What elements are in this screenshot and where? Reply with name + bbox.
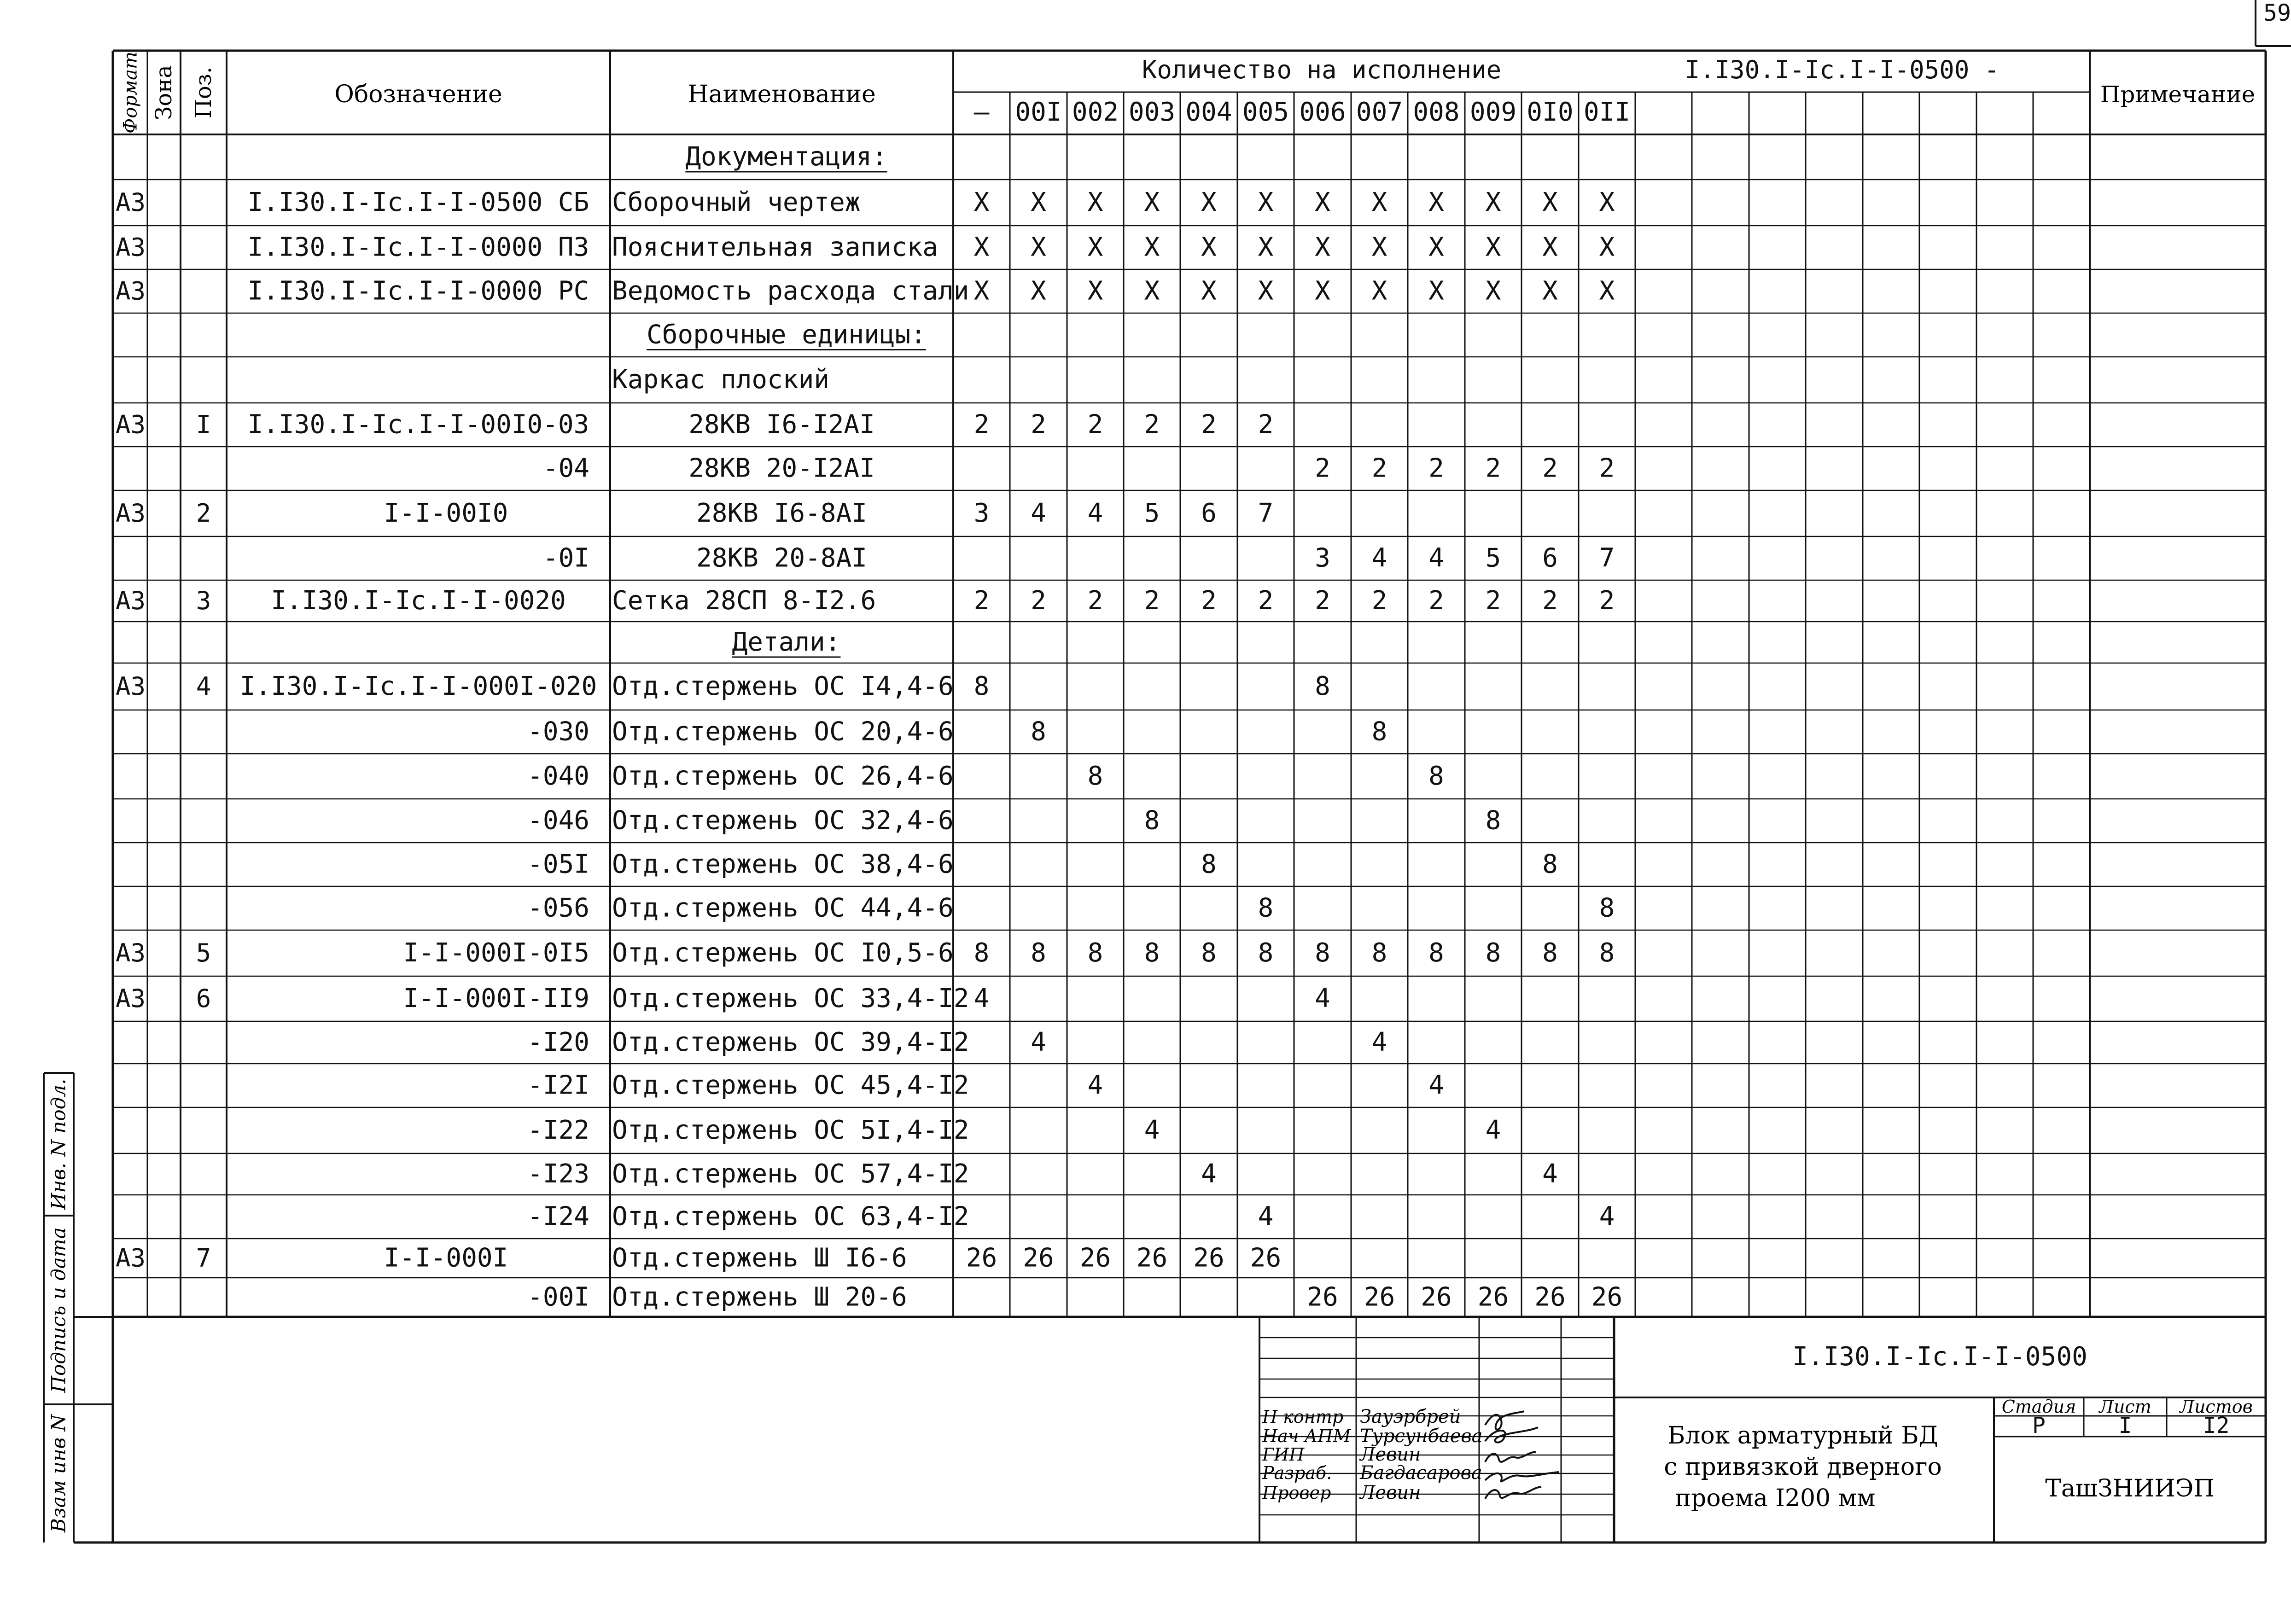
quantity-cell: 6 (1201, 498, 1217, 528)
quantity-cell: 2 (1031, 586, 1046, 616)
quantity-cell: X (1428, 276, 1444, 306)
format-cell: А3 (116, 233, 146, 262)
quantity-cell: 26 (1591, 1282, 1623, 1312)
variant-header: 002 (1072, 97, 1119, 127)
quantity-cell: X (1542, 187, 1558, 217)
name-cell: 28КВ 20-I2АI (688, 453, 875, 483)
signer-name: Левин (1360, 1444, 1421, 1465)
variant-header: 0II (1583, 97, 1631, 127)
designation-cell: I.I30.I-Iс.I-I-0500 СБ (247, 187, 589, 217)
name-cell: Отд.стержень ОС 26,4-6 (612, 761, 954, 791)
designation-cell: -I22 (527, 1115, 589, 1145)
variant-header: 004 (1185, 97, 1232, 127)
quantity-cell: 8 (1428, 938, 1444, 968)
name-cell: Сборочный чертеж (612, 187, 861, 217)
quantity-cell: 8 (1258, 893, 1274, 923)
quantity-cell: 26 (1079, 1243, 1111, 1273)
quantity-cell: X (1542, 276, 1558, 306)
sheet-label: Лист (2099, 1397, 2151, 1417)
quantity-cell: 4 (1542, 1159, 1558, 1189)
quantity-cell: 8 (1031, 716, 1046, 747)
quantity-cell: 8 (1371, 938, 1387, 968)
variant-header: 006 (1299, 97, 1346, 127)
section-heading: Детали: (732, 627, 841, 657)
quantity-cell: 8 (1542, 849, 1558, 879)
quantity-cell: X (1201, 187, 1217, 217)
sheet-value: I (2118, 1413, 2132, 1438)
format-cell: А3 (116, 586, 146, 615)
quantity-cell: X (1485, 187, 1501, 217)
name-cell: Отд.стержень ОС 33,4-I2 (612, 984, 969, 1013)
quantity-cell: 2 (1315, 586, 1330, 616)
quantity-cell: 26 (1534, 1282, 1566, 1312)
name-header: Наименование (688, 81, 876, 108)
designation-cell: -05I (527, 849, 589, 879)
quantity-cell: 2 (1201, 409, 1217, 440)
quantity-cell: X (1599, 187, 1615, 217)
quantity-cell: 2 (1542, 453, 1558, 483)
quantity-cell: 8 (1087, 761, 1103, 791)
designation-cell: -I2I (527, 1070, 589, 1100)
page-number: 59 (2263, 0, 2291, 26)
quantity-cell: 8 (974, 671, 990, 701)
quantity-cell: 2 (1144, 586, 1160, 616)
quantity-cell: X (1144, 276, 1160, 306)
stage-value: Р (2032, 1413, 2046, 1438)
stage-label: Стадия (2001, 1397, 2076, 1417)
quantity-cell: 8 (1315, 938, 1330, 968)
quantity-cell: 2 (1315, 453, 1330, 483)
quantity-cell: 8 (1599, 938, 1615, 968)
name-cell: Пояснительная записка (612, 232, 939, 262)
quantity-doc-code: I.I30.I-Iс.I-I-0500 - (1685, 55, 2000, 84)
format-cell: А3 (116, 672, 146, 701)
quantity-cell: 2 (1258, 409, 1274, 440)
quantity-cell: X (1315, 187, 1330, 217)
quantity-cell: 4 (1031, 1027, 1046, 1057)
designation-cell: I-I-000I-0I5 (403, 938, 589, 968)
quantity-cell: 2 (1087, 586, 1103, 616)
section-heading: Сборочные единицы: (647, 320, 926, 350)
quantity-cell: 26 (1421, 1282, 1452, 1312)
quantity-cell: 2 (1144, 409, 1160, 440)
quantity-cell: 8 (1144, 805, 1160, 836)
designation-cell: -030 (527, 716, 589, 747)
designation-cell: I-I-000I-II9 (403, 984, 589, 1013)
quantity-cell: 2 (1428, 453, 1444, 483)
quantity-cell: 5 (1144, 498, 1160, 528)
quantity-cell: X (1258, 232, 1274, 262)
quantity-cell: 4 (974, 984, 990, 1013)
quantity-header: Количество на исполнение (1142, 55, 1502, 84)
role-label: Провер (1262, 1483, 1331, 1503)
pos-header: Поз. (191, 66, 216, 119)
designation-cell: I.I30.I-Iс.I-I-0000 ПЗ (247, 232, 589, 262)
quantity-cell: 4 (1087, 1070, 1103, 1100)
designation-cell: -00I (527, 1282, 589, 1312)
quantity-cell: 2 (1087, 409, 1103, 440)
quantity-cell: X (974, 187, 990, 217)
variant-header: 005 (1242, 97, 1289, 127)
side-label-replace: Инв. N подл. (47, 1078, 70, 1210)
quantity-cell: X (1201, 232, 1217, 262)
quantity-cell: 4 (1258, 1201, 1274, 1232)
role-label: ГИП (1262, 1444, 1305, 1465)
sheets-value: I2 (2203, 1413, 2230, 1438)
role-label: Разраб. (1262, 1463, 1332, 1483)
quantity-cell: 3 (1315, 543, 1330, 573)
name-cell: Отд.стержень ОС 44,4-6 (612, 893, 954, 923)
name-cell: Отд.стержень ОС 32,4-6 (612, 805, 954, 836)
sheets-label: Листов (2180, 1397, 2253, 1417)
format-cell: А3 (116, 938, 146, 967)
position-cell: 2 (196, 499, 211, 528)
designation-cell: I-I-00I0 (384, 498, 508, 528)
variant-header: 009 (1469, 97, 1517, 127)
quantity-cell: 8 (1201, 849, 1217, 879)
format-cell: А3 (116, 188, 146, 217)
quantity-cell: X (1485, 232, 1501, 262)
quantity-cell: X (1599, 232, 1615, 262)
note-header: Примечание (2100, 81, 2256, 108)
designation-cell: -040 (527, 761, 589, 791)
designation-cell: -I20 (527, 1027, 589, 1057)
quantity-cell: 8 (1485, 805, 1501, 836)
designation-cell: -04 (542, 453, 589, 483)
quantity-cell: 8 (1428, 761, 1444, 791)
format-cell: А3 (116, 410, 146, 439)
name-cell: Отд.стержень ОС 38,4-6 (612, 849, 954, 879)
signer-name: Турсунбаева (1360, 1426, 1483, 1447)
quantity-cell: 4 (1599, 1201, 1615, 1232)
quantity-cell: X (1315, 276, 1330, 306)
position-cell: 7 (196, 1243, 211, 1273)
name-cell: Сетка 28СП 8-I2.6 (612, 586, 876, 616)
quantity-cell: 8 (1031, 938, 1046, 968)
designation-cell: -046 (527, 805, 589, 836)
quantity-cell: X (1258, 276, 1274, 306)
name-cell: Ведомость расхода стали (612, 276, 969, 306)
quantity-cell: 8 (1485, 938, 1501, 968)
designation-cell: -I24 (527, 1201, 589, 1232)
variant-header: – (974, 97, 990, 127)
section-heading: Документация: (685, 142, 887, 172)
quantity-cell: 2 (974, 586, 990, 616)
quantity-cell: 2 (1599, 586, 1615, 616)
quantity-cell: 7 (1599, 543, 1615, 573)
designation-cell: I.I30.I-Iс.I-I-0000 РС (247, 276, 589, 306)
quantity-cell: X (1315, 232, 1330, 262)
quantity-cell: 4 (1144, 1115, 1160, 1145)
name-cell: 28КВ I6-8АI (696, 498, 867, 528)
title-block-code: I.I30.I-Iс.I-I-0500 (1792, 1342, 2087, 1372)
quantity-cell: 26 (1477, 1282, 1509, 1312)
signature-mark (1485, 1411, 1524, 1430)
quantity-cell: 2 (1599, 453, 1615, 483)
quantity-cell: 2 (1201, 586, 1217, 616)
variant-header: 00I (1015, 97, 1062, 127)
quantity-cell: X (1428, 187, 1444, 217)
quantity-cell: 6 (1542, 543, 1558, 573)
quantity-cell: 8 (1258, 938, 1274, 968)
quantity-cell: X (1201, 276, 1217, 306)
quantity-cell: 4 (1201, 1159, 1217, 1189)
side-label-inv: Взам инв N (47, 1414, 70, 1533)
format-cell: А3 (116, 276, 146, 306)
quantity-cell: 26 (1250, 1243, 1282, 1273)
format-cell: А3 (116, 499, 146, 528)
name-cell: Отд.стержень ОС I4,4-6 (612, 671, 954, 701)
quantity-cell: X (1599, 276, 1615, 306)
signature-mark (1485, 1487, 1541, 1499)
variant-header: 0I0 (1527, 97, 1574, 127)
quantity-cell: 2 (1258, 586, 1274, 616)
quantity-cell: 8 (1599, 893, 1615, 923)
quantity-cell: 4 (1428, 543, 1444, 573)
format-cell: А3 (116, 1243, 146, 1273)
side-label-sign: Подпись и дата (47, 1227, 70, 1393)
quantity-cell: X (1485, 276, 1501, 306)
name-cell: Каркас плоский (612, 365, 830, 395)
quantity-cell: X (1031, 187, 1046, 217)
name-cell: Отд.стержень ОС 63,4-I2 (612, 1201, 969, 1232)
position-cell: I (196, 410, 211, 439)
position-cell: 5 (196, 938, 211, 967)
quantity-cell: 4 (1485, 1115, 1501, 1145)
name-cell: Отд.стержень ОС 5I,4-I2 (612, 1115, 969, 1145)
quantity-cell: 8 (1542, 938, 1558, 968)
quantity-cell: 3 (974, 498, 990, 528)
variant-header: 007 (1356, 97, 1403, 127)
name-cell: 28КВ 20-8АI (696, 543, 867, 573)
quantity-cell: 4 (1031, 498, 1046, 528)
quantity-cell: X (1371, 232, 1387, 262)
quantity-cell: X (1087, 232, 1103, 262)
quantity-cell: X (1371, 187, 1387, 217)
quantity-cell: X (1031, 276, 1046, 306)
quantity-cell: X (1087, 276, 1103, 306)
quantity-cell: 2 (1031, 409, 1046, 440)
quantity-cell: 26 (1307, 1282, 1338, 1312)
signer-name: Багдасарова (1360, 1462, 1482, 1484)
quantity-cell: X (1258, 187, 1274, 217)
variant-header: 003 (1128, 97, 1176, 127)
format-header: Формат (120, 52, 141, 134)
quantity-cell: 2 (1542, 586, 1558, 616)
role-label: Н контр (1262, 1407, 1344, 1427)
quantity-cell: 2 (1485, 453, 1501, 483)
designation-cell: I.I30.I-Iс.I-I-00I0-03 (247, 409, 589, 440)
designation-header: Обозначение (334, 81, 502, 108)
signature-mark (1485, 1452, 1536, 1462)
quantity-cell: 8 (1144, 938, 1160, 968)
title-text: Блок арматурный БД (1667, 1422, 1938, 1449)
signer-name: Левин (1360, 1482, 1421, 1503)
quantity-cell: 26 (1364, 1282, 1395, 1312)
variant-header: 008 (1413, 97, 1460, 127)
format-cell: А3 (116, 984, 146, 1013)
designation-cell: I.I30.I-Iс.I-I-000I-020 (239, 671, 597, 701)
quantity-cell: 2 (1485, 586, 1501, 616)
name-cell: 28КВ I6-I2АI (688, 409, 875, 440)
quantity-cell: 2 (1428, 586, 1444, 616)
name-cell: Отд.стержень Ш I6-6 (612, 1243, 907, 1273)
quantity-cell: 8 (1315, 671, 1330, 701)
quantity-cell: X (974, 232, 990, 262)
quantity-cell: 2 (1371, 453, 1387, 483)
quantity-cell: 26 (1023, 1243, 1054, 1273)
designation-cell: -0I (542, 543, 589, 573)
quantity-cell: 8 (1087, 938, 1103, 968)
designation-cell: I.I30.I-Iс.I-I-0020 (271, 586, 566, 616)
position-cell: 4 (196, 672, 211, 701)
quantity-cell: 8 (1201, 938, 1217, 968)
name-cell: Отд.стержень Ш 20-6 (612, 1282, 907, 1312)
quantity-cell: 26 (966, 1243, 997, 1273)
name-cell: Отд.стержень ОС 57,4-I2 (612, 1159, 969, 1189)
quantity-cell: 4 (1428, 1070, 1444, 1100)
signer-name: Зауэрбрей (1360, 1406, 1461, 1427)
name-cell: Отд.стержень ОС 20,4-6 (612, 716, 954, 747)
name-cell: Отд.стержень ОС 39,4-I2 (612, 1027, 969, 1057)
role-label: Нач АПМ (1262, 1426, 1351, 1446)
quantity-cell: 8 (974, 938, 990, 968)
quantity-cell: 7 (1258, 498, 1274, 528)
quantity-cell: 8 (1371, 716, 1387, 747)
quantity-cell: X (1542, 232, 1558, 262)
quantity-cell: 4 (1371, 543, 1387, 573)
name-cell: Отд.стержень ОС I0,5-6 (612, 938, 954, 968)
quantity-cell: 4 (1371, 1027, 1387, 1057)
signature-mark (1485, 1427, 1538, 1443)
quantity-cell: 2 (1371, 586, 1387, 616)
quantity-cell: 2 (974, 409, 990, 440)
name-cell: Отд.стержень ОС 45,4-I2 (612, 1070, 969, 1100)
quantity-cell: X (974, 276, 990, 306)
designation-cell: -I23 (527, 1159, 589, 1189)
title-text: проема I200 мм (1675, 1484, 1876, 1512)
quantity-cell: X (1144, 232, 1160, 262)
quantity-cell: X (1428, 232, 1444, 262)
position-cell: 6 (196, 984, 211, 1013)
quantity-cell: X (1087, 187, 1103, 217)
quantity-cell: 26 (1193, 1243, 1224, 1273)
quantity-cell: 5 (1485, 543, 1501, 573)
quantity-cell: 4 (1087, 498, 1103, 528)
zone-header: Зона (151, 65, 177, 120)
designation-cell: I-I-000I (384, 1243, 508, 1273)
quantity-cell: X (1144, 187, 1160, 217)
organization: ТашЗНИИЭП (2045, 1475, 2215, 1502)
quantity-cell: X (1031, 232, 1046, 262)
quantity-cell: X (1371, 276, 1387, 306)
title-text: с привязкой дверного (1664, 1453, 1942, 1481)
quantity-cell: 26 (1136, 1243, 1168, 1273)
quantity-cell: 4 (1315, 984, 1330, 1013)
designation-cell: -056 (527, 893, 589, 923)
position-cell: 3 (196, 586, 211, 615)
